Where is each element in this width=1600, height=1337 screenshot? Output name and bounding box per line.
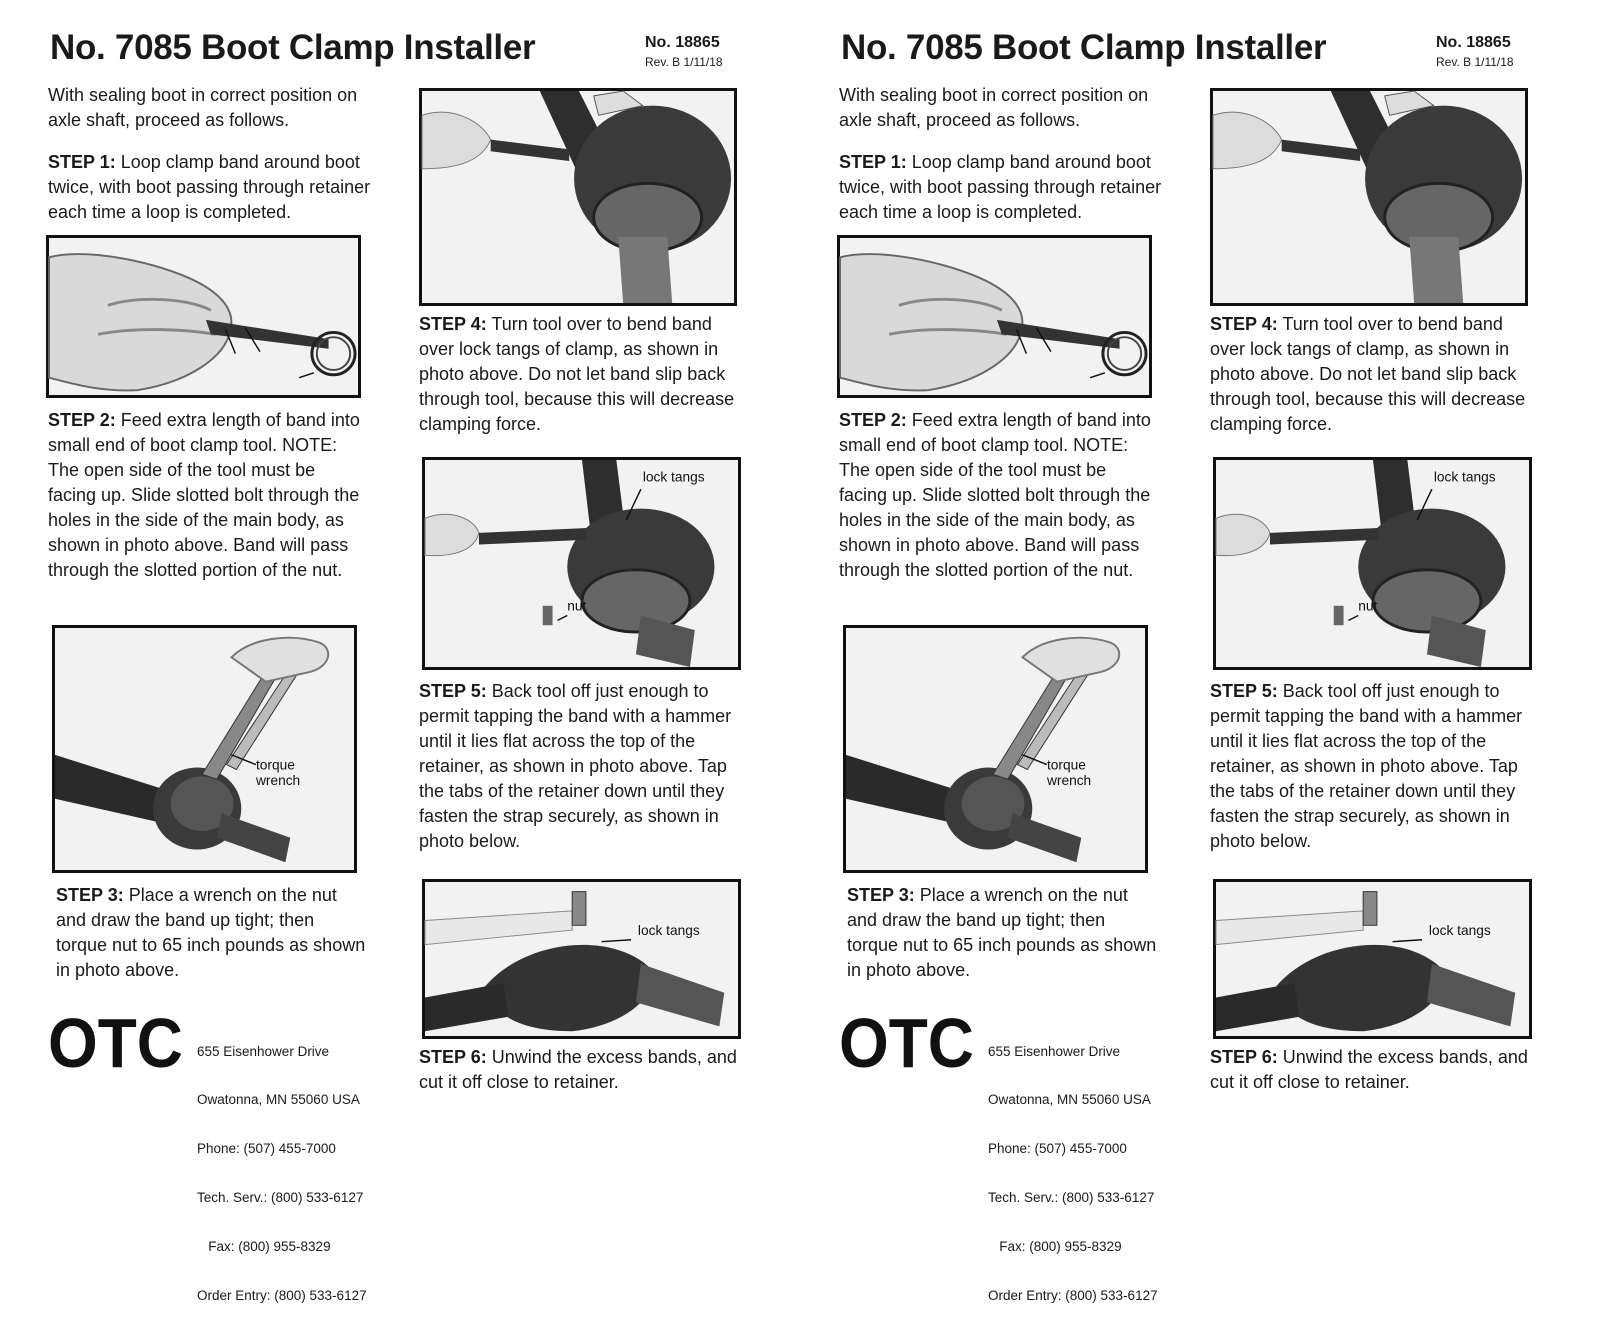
step-label: STEP 1: xyxy=(839,152,907,172)
boot-tool-illustration xyxy=(1213,91,1525,303)
step-label: STEP 5: xyxy=(419,681,487,701)
callout-nut: nut xyxy=(1358,598,1378,614)
step-text: Back tool off just enough to permit tapping the band with a hammer until it lies flat across the top of the retainer, as shown in photo above. Tap the tabs of the retainer down until they fasten the strap securely, as shown in photo below. xyxy=(419,681,732,851)
callout-lock-tangs: lock tangs xyxy=(642,469,705,485)
photo-step-3 xyxy=(843,625,1148,873)
company-address xyxy=(988,1011,1188,1304)
callout-torque: torque xyxy=(1046,757,1086,773)
step-6 xyxy=(1210,1045,1530,1095)
step-3 xyxy=(847,883,1157,983)
photo-step-4 xyxy=(419,88,737,306)
logo-text: OTC xyxy=(48,1004,183,1082)
step-text: Unwind the excess bands, and cut it off close to retainer. xyxy=(419,1047,737,1092)
step-2 xyxy=(48,408,368,583)
instruction-sheet xyxy=(791,0,1581,1304)
phone-line: Phone: (507) 455-7000 xyxy=(988,1141,1127,1157)
step-5 xyxy=(1210,679,1530,854)
torque-wrench-illustration xyxy=(55,628,354,870)
company-address xyxy=(197,1011,397,1304)
boot-tool-illustration xyxy=(422,91,734,303)
address-line: Owatonna, MN 55060 USA xyxy=(197,1092,360,1108)
photo-step-1 xyxy=(46,235,361,398)
logo-text: OTC xyxy=(839,1004,974,1082)
address-line: 655 Eisenhower Drive xyxy=(197,1043,330,1059)
photo-step-6 xyxy=(1213,879,1532,1039)
intro-text: With sealing boot in correct position on axle shaft, proceed as follows. xyxy=(48,85,358,130)
page-title: No. 7085 Boot Clamp Installer xyxy=(50,28,536,67)
order-entry-line: Order Entry: (800) 533-6127 xyxy=(197,1288,367,1304)
intro-text: With sealing boot in correct position on axle shaft, proceed as follows. xyxy=(839,85,1149,130)
callout-wrench: wrench xyxy=(255,773,301,789)
hand-tool-illustration xyxy=(840,238,1149,395)
tech-service-line: Tech. Serv.: (800) 533-6127 xyxy=(988,1190,1155,1206)
step-5 xyxy=(419,679,739,854)
phone-line: Phone: (507) 455-7000 xyxy=(197,1141,336,1157)
callout-nut: nut xyxy=(567,598,587,614)
step-text: Unwind the excess bands, and cut it off close to retainer. xyxy=(1210,1047,1528,1092)
step-text: Place a wrench on the nut and draw the band up tight; then torque nut to 65 inch pounds as shown in photo above. xyxy=(56,885,366,980)
lock-tangs-illustration xyxy=(1216,460,1529,667)
step-label: STEP 5: xyxy=(1210,681,1278,701)
step-label: STEP 6: xyxy=(419,1047,487,1067)
step-text: Back tool off just enough to permit tapping the band with a hammer until it lies flat across the top of the retainer, as shown in photo above. Tap the tabs of the retainer down until they fasten the strap securely, as shown in photo below. xyxy=(1210,681,1523,851)
step-label: STEP 3: xyxy=(847,885,915,905)
step-1 xyxy=(839,150,1169,225)
step-label: STEP 4: xyxy=(1210,314,1278,334)
photo-step-5 xyxy=(422,457,741,670)
step-3 xyxy=(56,883,366,983)
otc-logo xyxy=(48,1004,183,1082)
lock-tangs-illustration xyxy=(425,460,738,667)
step-label: STEP 2: xyxy=(839,410,907,430)
photo-step-1 xyxy=(837,235,1152,398)
step-6 xyxy=(419,1045,739,1095)
callout-lock-tangs: lock tangs xyxy=(1433,469,1496,485)
address-line: 655 Eisenhower Drive xyxy=(988,1043,1121,1059)
callout-wrench: wrench xyxy=(1046,773,1092,789)
step-label: STEP 6: xyxy=(1210,1047,1278,1067)
callout-lock-tangs: lock tangs xyxy=(1428,923,1491,938)
step-text: Feed extra length of band into small end of boot clamp tool. NOTE: The open side of the tool must be facing up. Slide slotted bolt through the holes in the side of the main body, as shown in photo above. Band will pass through the slotted portion of the nut. xyxy=(48,410,360,580)
step-text: Place a wrench on the nut and draw the band up tight; then torque nut to 65 inch pounds as shown in photo above. xyxy=(847,885,1157,980)
address-line: Owatonna, MN 55060 USA xyxy=(988,1092,1151,1108)
instruction-sheet xyxy=(0,0,790,1304)
revision-date: Rev. B 1/11/18 xyxy=(1436,55,1514,69)
cut-band-illustration xyxy=(1216,882,1529,1036)
step-1 xyxy=(48,150,378,225)
step-2 xyxy=(839,408,1159,583)
photo-step-3 xyxy=(52,625,357,873)
order-entry-line: Order Entry: (800) 533-6127 xyxy=(988,1288,1158,1304)
step-4 xyxy=(419,312,739,437)
otc-logo xyxy=(839,1004,974,1082)
photo-step-5 xyxy=(1213,457,1532,670)
step-label: STEP 1: xyxy=(48,152,116,172)
step-text: Turn tool over to bend band over lock tangs of clamp, as shown in photo above. Do not let band slip back through tool, because this will decrease clamping force. xyxy=(1210,314,1526,434)
step-text: Loop clamp band around boot twice, with boot passing through retainer each time a loop is completed. xyxy=(48,152,371,222)
tech-service-line: Tech. Serv.: (800) 533-6127 xyxy=(197,1190,364,1206)
page-title: No. 7085 Boot Clamp Installer xyxy=(841,28,1327,67)
document-number: No. 18865 xyxy=(1436,34,1511,51)
callout-torque: torque xyxy=(255,757,295,773)
step-label: STEP 2: xyxy=(48,410,116,430)
torque-wrench-illustration xyxy=(846,628,1145,870)
photo-step-6 xyxy=(422,879,741,1039)
fax-line: Fax: (800) 955-8329 xyxy=(988,1239,1122,1255)
step-label: STEP 3: xyxy=(56,885,124,905)
step-4 xyxy=(1210,312,1530,437)
cut-band-illustration xyxy=(425,882,738,1036)
step-label: STEP 4: xyxy=(419,314,487,334)
hand-tool-illustration xyxy=(49,238,358,395)
photo-step-4 xyxy=(1210,88,1528,306)
step-text: Loop clamp band around boot twice, with boot passing through retainer each time a loop is completed. xyxy=(839,152,1162,222)
document-number: No. 18865 xyxy=(645,34,720,51)
callout-lock-tangs: lock tangs xyxy=(637,923,700,938)
fax-line: Fax: (800) 955-8329 xyxy=(197,1239,331,1255)
revision-date: Rev. B 1/11/18 xyxy=(645,55,723,69)
step-text: Feed extra length of band into small end of boot clamp tool. NOTE: The open side of the tool must be facing up. Slide slotted bolt through the holes in the side of the main body, as shown in photo above. Band will pass through the slotted portion of the nut. xyxy=(839,410,1151,580)
step-text: Turn tool over to bend band over lock tangs of clamp, as shown in photo above. Do not let band slip back through tool, because this will decrease clamping force. xyxy=(419,314,735,434)
